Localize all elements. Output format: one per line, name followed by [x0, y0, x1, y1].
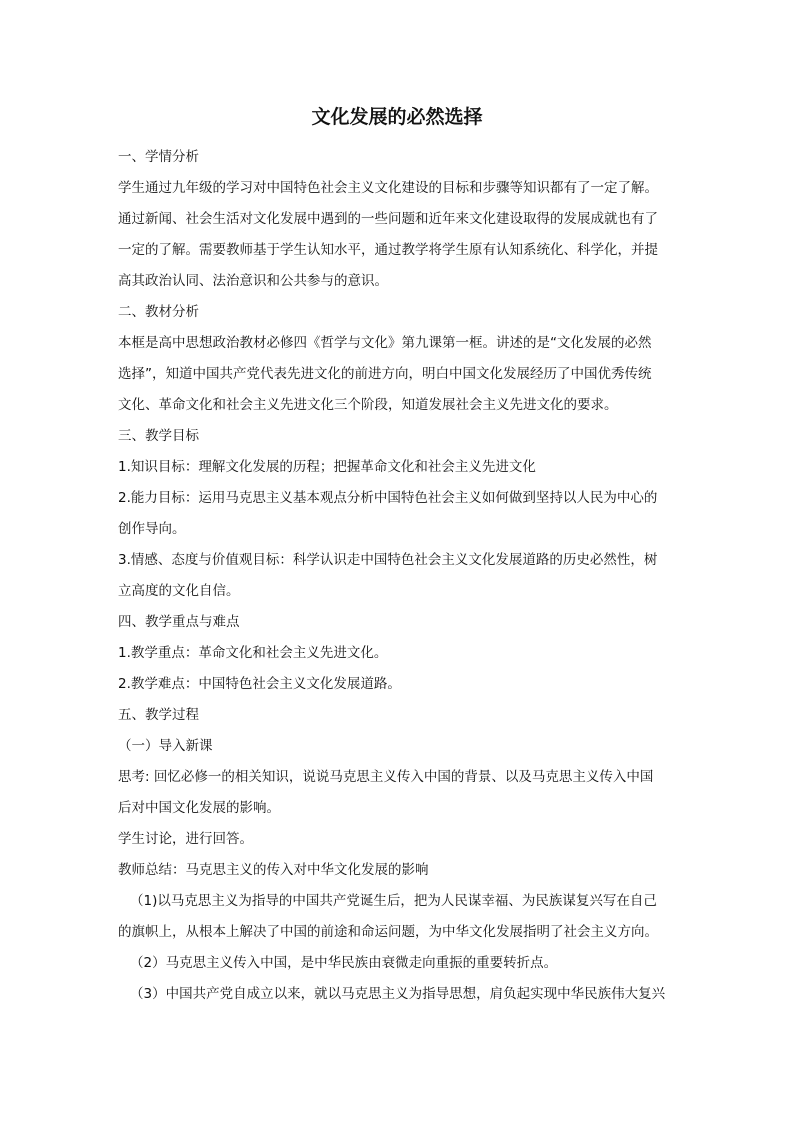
paragraph-line: 1.教学重点：革命文化和社会主义先进文化。 [118, 645, 388, 661]
section-heading: 二、教材分析 [118, 304, 199, 320]
paragraph-line: 3.情感、态度与价值观目标：科学认识走中国特色社会主义文化发展道路的历史必然性，树 [118, 552, 658, 568]
paragraph-line: 高其政治认同、法治意识和公共参与的意识。 [118, 273, 388, 289]
paragraph-line: 一定的了解。需要教师基于学生认知水平，通过教学将学生原有认知系统化、科学化，并提 [118, 242, 658, 258]
paragraph-line: 选择”，知道中国共产党代表先进文化的前进方向，明白中国文化发展经历了中国优秀传统 [118, 366, 652, 382]
paragraph-line: （1)以马克思主义为指导的中国共产党诞生后，把为人民谋幸福、为民族谋复兴写在自己 [130, 893, 657, 909]
paragraph-line: 学生通过九年级的学习对中国特色社会主义文化建设的目标和步骤等知识都有了一定了解。 [118, 180, 658, 196]
paragraph-line: 立高度的文化自信。 [118, 583, 240, 599]
paragraph-line: （2）马克思主义传入中国，是中华民族由衰微走向重振的重要转折点。 [130, 955, 558, 971]
paragraph-line: 通过新闻、社会生活对文化发展中遇到的一些问题和近年来文化建设取得的发展成就也有了 [118, 211, 658, 227]
paragraph-line: 本框是高中思想政治教材必修四《哲学与文化》第九课第一框。讲述的是“文化发展的必然 [118, 335, 652, 351]
document-title: 文化发展的必然选择 [311, 106, 483, 128]
paragraph-line: 文化、革命文化和社会主义先进文化三个阶段，知道发展社会主义先进文化的要求。 [118, 397, 618, 413]
subsection-heading: （一）导入新课 [118, 738, 213, 754]
paragraph-line: 2.教学难点：中国特色社会主义文化发展道路。 [118, 676, 401, 692]
section-heading: 四、教学重点与难点 [118, 614, 240, 630]
document-body [118, 142, 684, 1010]
paragraph-line: 学生讨论，进行回答。 [118, 831, 253, 847]
paragraph-line: 思考: 回忆必修一的相关知识，说说马克思主义传入中国的背景、以及马克思主义传入中国 [118, 769, 654, 785]
section-heading: 五、教学过程 [118, 707, 199, 723]
section-heading: 三、教学目标 [118, 428, 199, 444]
paragraph-line: 教师总结：马克思主义的传入对中华文化发展的影响 [118, 862, 429, 878]
paragraph-line: 2.能力目标：运用马克思主义基本观点分析中国特色社会主义如何做到坚持以人民为中心的 [118, 490, 658, 506]
paragraph-line: 1.知识目标：理解文化发展的历程；把握革命文化和社会主义先进文化 [118, 459, 536, 475]
paragraph-line: 后对中国文化发展的影响。 [118, 800, 280, 816]
paragraph-line: （3）中国共产党自成立以来，就以马克思主义为指导思想，肩负起实现中华民族伟大复兴 [130, 986, 666, 1002]
paragraph-line: 创作导向。 [118, 521, 186, 537]
section-heading: 一、学情分析 [118, 149, 199, 165]
paragraph-line: 的旗帜上，从根本上解决了中国的前途和命运问题，为中华文化发展指明了社会主义方向。 [118, 924, 658, 940]
